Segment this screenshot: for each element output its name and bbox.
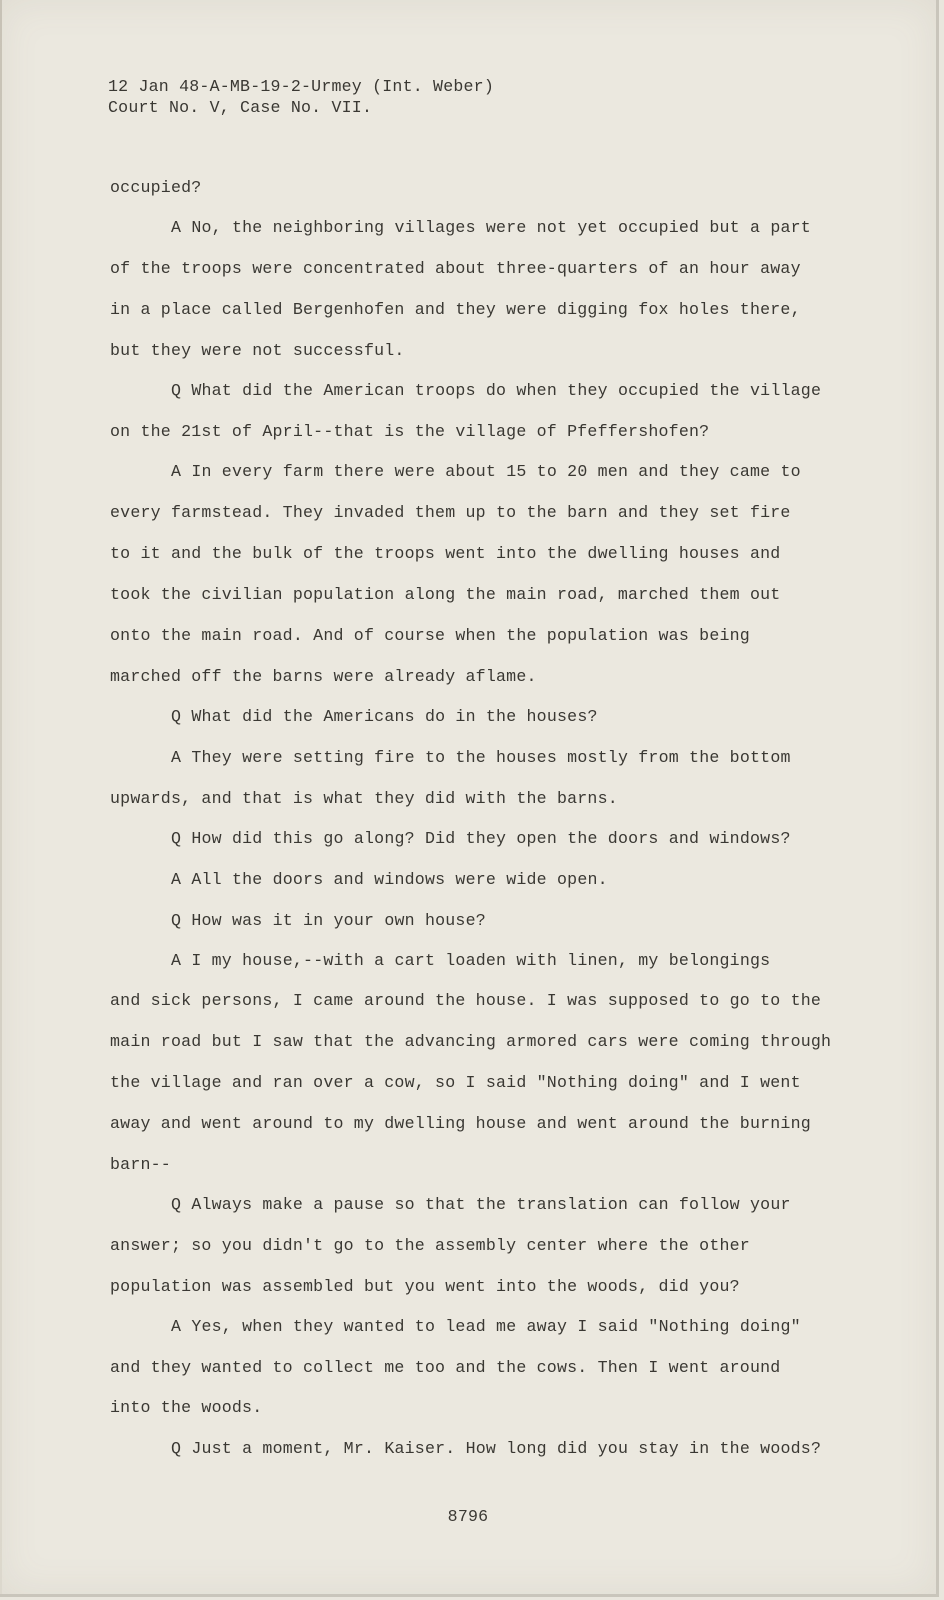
text-line: and sick persons, I came around the house. I was supposed to go to the [110, 991, 822, 1010]
text-line: answer; so you didn't go to the assembly center where the other [110, 1236, 750, 1255]
page-number: 8796 [447, 1507, 489, 1526]
question-line: Q What did the Americans do in the houses? [171, 707, 598, 726]
text-line: to it and the bulk of the troops went into the dwelling houses and [110, 544, 781, 563]
page-edge [0, 0, 2, 1594]
text-line: in a place called Bergenhofen and they were digging fox holes there, [110, 300, 801, 319]
answer-line: A I my house,--with a cart loaden with linen, my belongings [171, 951, 771, 970]
text-line: population was assembled but you went into the woods, did you? [110, 1277, 740, 1296]
text-line: main road but I saw that the advancing armored cars were coming through [110, 1032, 832, 1051]
header-line-2: Court No. V, Case No. VII. [108, 98, 373, 117]
header-line-1: 12 Jan 48-A-MB-19-2-Urmey (Int. Weber) [108, 77, 494, 96]
answer-line: A No, the neighboring villages were not yet occupied but a part [171, 218, 811, 237]
text-line: on the 21st of April--that is the village of Pfeffershofen? [110, 422, 710, 441]
answer-line: A All the doors and windows were wide open. [171, 870, 608, 889]
question-line: Q What did the American troops do when they occupied the village [171, 381, 822, 400]
answer-line: A In every farm there were about 15 to 20 men and they came to [171, 462, 801, 481]
text-line: barn-- [110, 1155, 171, 1174]
text-line: marched off the barns were already aflame. [110, 667, 537, 686]
text-line: took the civilian population along the main road, marched them out [110, 585, 781, 604]
text-line: but they were not successful. [110, 341, 405, 360]
question-line: Q Always make a pause so that the translation can follow your [171, 1195, 791, 1214]
question-line: Q How was it in your own house? [171, 911, 486, 930]
text-line: of the troops were concentrated about three-quarters of an hour away [110, 259, 801, 278]
text-line: upwards, and that is what they did with the barns. [110, 789, 618, 808]
text-line: and they wanted to collect me too and the cows. Then I went around [110, 1358, 781, 1377]
text-line: onto the main road. And of course when the population was being [110, 626, 750, 645]
answer-line: A Yes, when they wanted to lead me away I said "Nothing doing" [171, 1317, 801, 1336]
text-line: the village and ran over a cow, so I said "Nothing doing" and I went [110, 1073, 801, 1092]
answer-line: A They were setting fire to the houses mostly from the bottom [171, 748, 791, 767]
text-line: every farmstead. They invaded them up to the barn and they set fire [110, 503, 791, 522]
question-line: Q Just a moment, Mr. Kaiser. How long did you stay in the woods? [171, 1439, 822, 1458]
text-line: into the woods. [110, 1398, 263, 1417]
question-line: Q How did this go along? Did they open the doors and windows? [171, 829, 791, 848]
text-line: occupied? [110, 178, 202, 197]
text-line: away and went around to my dwelling house and went around the burning [110, 1114, 811, 1133]
